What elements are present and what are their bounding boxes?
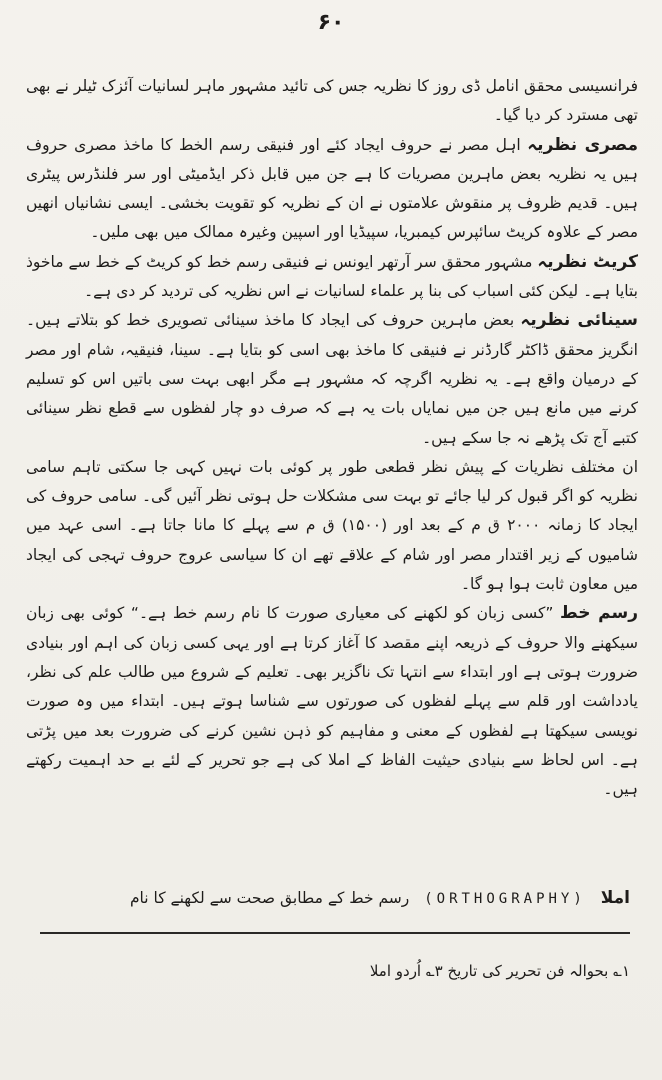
paragraph-sinai-theory (26, 306, 638, 452)
orthography-latin-term: (ORTHOGRAPHY) (424, 891, 586, 907)
paragraph-egyptian-theory (26, 131, 638, 248)
paragraph-french-theory: فرانسیسی محقق انامل ڈی روز کا نظریہ جس کی تائید مشہور ماہر لسانیات آئزک ٹیلر نے بھی تھی مسترد کر دیا گیا۔ (26, 77, 638, 125)
body-text (26, 72, 638, 804)
orthography-text: رسم خط کے مطابق صحت سے لکھنے کا نام (129, 889, 410, 907)
footnote-divider (40, 932, 630, 934)
paragraph-conclusion: ان مختلف نظریات کے پیش نظر قطعی طور پر کوئی بات نہیں کہی جا سکتی تاہم سامی نظریہ کو اگر قبول کر لیا جائے تو بہت سی مشکلات حل ہوتی نظر آئیں گی۔ سامی حروف کی ایجاد کا زمانہ ۲۰۰۰ ق م کے بعد اور (۱۵۰۰) ق م سے پہلے کا مانا جاتا ہے۔ اسی عہد میں شامیوں کے زیر اقتدار مصر اور شام کے علاقے تھے ان کا سیاسی عروج حروف تہجی کی ایجاد میں معاون ثابت ہوا ہو گا۔ (26, 457, 638, 594)
heading-script: رسم خط (560, 603, 639, 624)
text-sinai-theory: بعض ماہرین حروف کی ایجاد کا ماخذ سینائی تصویری خط کو بتلاتے ہیں۔ انگریز محقق ڈاکٹر گارڈنر نے فنیقی کا ماخذ بھی اسی کو بتایا ہے۔ سینا، فنیقیہ، شام اور مصر کے درمیان واقع ہے۔ یہ نظریہ اگرچہ کہ مشہور ہے مگر ابھی بہت سی باتیں اس کو تسلیم کرنے میں مانع ہیں جن میں نمایاں بات یہ ہے کہ صرف دو چار لفظوں سے قطع نظر سینائی کتبے آج تک پڑھے نہ جا سکے ہیں۔ (26, 311, 638, 447)
text-egyptian-theory: اہل مصر نے حروف ایجاد کئے اور فنیقی رسم الخط کا ماخذ مصری حروف ہیں یہ نظریہ بعض ماہرین مصریات کا ہے جن میں قابل ذکر ایڈمیٹی اور سر فلنڈرس پیٹری ہیں۔ قدیم ظروف پر منقوش علامتوں نے ان کے نظریہ کو تقویت بخشی۔ ایسی نشانیاں انھیں مصر کے علاوہ کریٹ سائپرس کیمبریا، سپیڈیا اور اسپین وغیرہ ممالک میں بھی ملیں۔ (26, 135, 638, 242)
orthography-definition (30, 884, 630, 913)
footnote (30, 957, 630, 985)
footnote-marker: ۱؎ (613, 962, 630, 980)
page-number: ۶۰ (317, 10, 345, 35)
text-script: ”کسی زبان کو لکھنے کی معیاری صورت کا نام رسم خط ہے۔“ کوئی بھی زبان سیکھنے والا حروف کے ذریعہ اپنے مقصد کا آغاز کرتا ہے اور یہی کسی زبان کی اہم اور بنیادی ضرورت ہوتی ہے اور ابتداء سے انتہا تک ناگزیر بھی۔ تعلیم کے شروع میں طالب علم کی نظر، یادداشت اور قلم سے پہلے لفظوں کی صورتوں سے شناسا ہوتے ہیں۔ ابتداء میں وہ صورت نویسی سیکھتا ہے لفظوں کے معنی و مفاہیم کو ذہن نشین کرنے کی ضرورت بعد میں پڑتی ہے۔ اس لحاظ سے بنیادی حیثیت الفاظ کے املا کی ہے جو تحریر کے لئے بے حد اہمیت رکھتے ہیں۔ (26, 604, 638, 799)
heading-orthography: املا (600, 888, 630, 908)
paragraph-script (26, 599, 638, 804)
paragraph-crete-theory (26, 248, 638, 307)
heading-sinai-theory: سینائی نظریہ (520, 310, 639, 331)
heading-egyptian-theory: مصری نظریہ (527, 134, 639, 155)
heading-crete-theory: کریٹ نظریہ (537, 251, 638, 272)
footnote-text: بحوالہ فن تحریر کی تاریخ ۳؎ اُردو املا (369, 962, 609, 980)
text-crete-theory: مشہور محقق سر آرتھر ایونس نے فنیقی رسم خط کو کریٹ کے خط سے ماخوذ بتایا ہے۔ لیکن کئی اسباب کی بنا پر علماء لسانیات نے اس نظریہ کی تردید کر دی ہے۔ (26, 252, 638, 301)
